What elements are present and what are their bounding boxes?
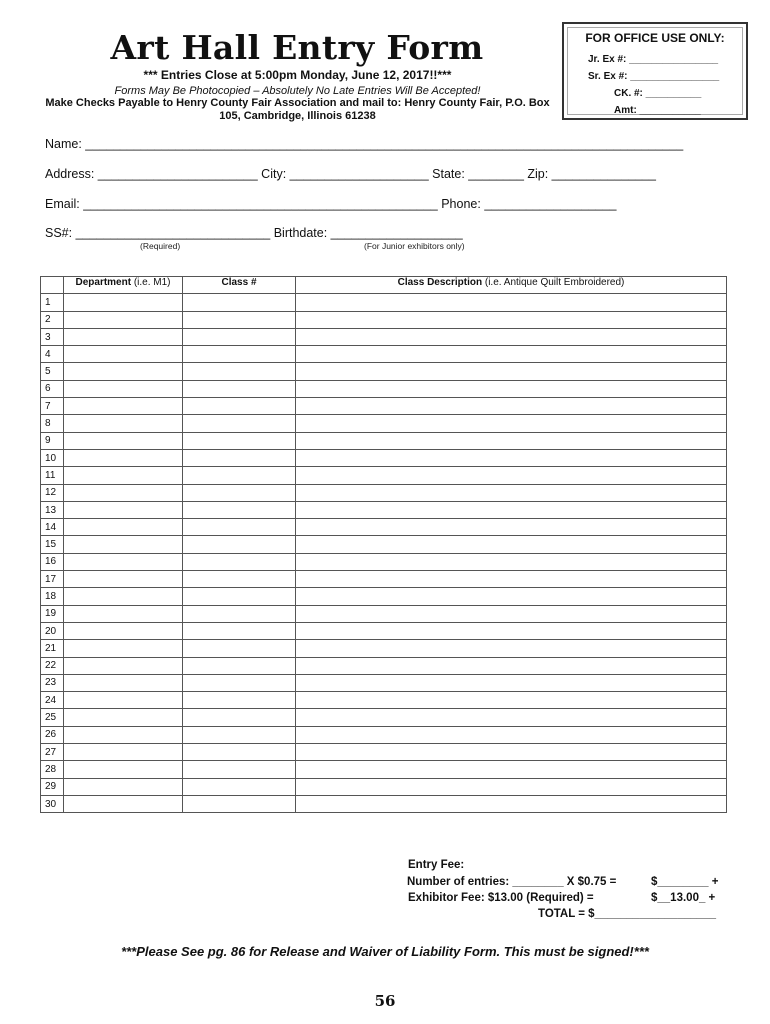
row-number: 27 [41, 744, 64, 761]
class-number-cell[interactable] [183, 588, 296, 605]
class-description-cell[interactable] [296, 674, 727, 691]
email-field[interactable]: Email: ___________________________________________________ Phone: ___________________ [45, 197, 617, 211]
table-row [41, 346, 727, 363]
department-cell[interactable] [64, 778, 183, 795]
department-cell[interactable] [64, 674, 183, 691]
class-number-header: Class # [183, 277, 296, 294]
class-description-cell[interactable] [296, 484, 727, 501]
office-use-title: FOR OFFICE USE ONLY: [585, 31, 725, 45]
table-row [41, 640, 727, 657]
table-row [41, 657, 727, 674]
department-cell[interactable] [64, 553, 183, 570]
row-number: 3 [41, 328, 64, 345]
row-number: 20 [41, 622, 64, 639]
class-description-cell[interactable] [296, 398, 727, 415]
exhibitor-fee-amount: $__13.00_ + [651, 892, 716, 904]
department-cell[interactable] [64, 692, 183, 709]
exhibitor-fee-line: Exhibitor Fee: $13.00 (Required) = [408, 892, 594, 904]
department-cell[interactable] [64, 795, 183, 812]
office-use-box [562, 22, 748, 120]
row-number: 18 [41, 588, 64, 605]
class-number-cell[interactable] [183, 709, 296, 726]
class-number-cell[interactable] [183, 467, 296, 484]
total-line[interactable]: TOTAL = $___________________ [538, 908, 717, 920]
class-description-cell[interactable] [296, 415, 727, 432]
payable-line-1: Make Checks Payable to Henry County Fair Association and mail to: Henry County Fair, P.O. Box [45, 97, 550, 109]
amt-field[interactable]: Amt: ___________ [614, 105, 701, 116]
department-cell[interactable] [64, 467, 183, 484]
address-field[interactable]: Address: _______________________ City: ____________________ State: ________ Zip: _______________ [45, 167, 656, 181]
department-cell[interactable] [64, 415, 183, 432]
sr-ex-field[interactable]: Sr. Ex #: ________________ [588, 71, 720, 82]
row-number: 13 [41, 501, 64, 518]
row-number: 14 [41, 519, 64, 536]
table-row [41, 328, 727, 345]
row-number: 1 [41, 294, 64, 311]
department-cell[interactable] [64, 761, 183, 778]
ck-field[interactable]: CK. #: __________ [614, 88, 702, 99]
department-cell[interactable] [64, 588, 183, 605]
class-description-cell[interactable] [296, 726, 727, 743]
row-number: 7 [41, 398, 64, 415]
class-number-cell[interactable] [183, 536, 296, 553]
table-row [41, 726, 727, 743]
table-row [41, 501, 727, 518]
class-description-cell[interactable] [296, 640, 727, 657]
class-description-cell[interactable] [296, 294, 727, 311]
department-cell[interactable] [64, 726, 183, 743]
ss-hint: (Required) [140, 241, 181, 251]
row-number: 24 [41, 692, 64, 709]
class-description-cell[interactable] [296, 744, 727, 761]
class-number-cell[interactable] [183, 744, 296, 761]
department-cell[interactable] [64, 744, 183, 761]
class-description-cell[interactable] [296, 692, 727, 709]
table-row [41, 449, 727, 466]
row-number: 19 [41, 605, 64, 622]
page-number: 56 [374, 992, 396, 1010]
row-number: 21 [41, 640, 64, 657]
class-number-cell[interactable] [183, 294, 296, 311]
class-description-cell[interactable] [296, 501, 727, 518]
class-number-cell[interactable] [183, 346, 296, 363]
table-row [41, 536, 727, 553]
department-cell[interactable] [64, 328, 183, 345]
class-number-cell[interactable] [183, 380, 296, 397]
class-description-cell[interactable] [296, 467, 727, 484]
class-number-cell[interactable] [183, 415, 296, 432]
row-number: 28 [41, 761, 64, 778]
department-cell[interactable] [64, 519, 183, 536]
table-row [41, 709, 727, 726]
row-number: 12 [41, 484, 64, 501]
class-number-cell[interactable] [183, 449, 296, 466]
department-cell[interactable] [64, 311, 183, 328]
class-description-cell[interactable] [296, 449, 727, 466]
table-row [41, 553, 727, 570]
class-description-cell[interactable] [296, 605, 727, 622]
class-description-cell[interactable] [296, 432, 727, 449]
table-row [41, 363, 727, 380]
name-field[interactable]: Name: ______________________________________________________________________________________ [45, 137, 684, 151]
table-row [41, 795, 727, 812]
birthdate-hint: (For Junior exhibitors only) [364, 241, 465, 251]
table-row [41, 519, 727, 536]
table-row [41, 761, 727, 778]
entries-amount[interactable]: $________ + [651, 876, 719, 888]
row-number: 22 [41, 657, 64, 674]
class-description-cell[interactable] [296, 328, 727, 345]
class-description-cell[interactable] [296, 622, 727, 639]
row-number: 5 [41, 363, 64, 380]
row-number: 29 [41, 778, 64, 795]
payable-line-2: 105, Cambridge, Illinois 61238 [219, 110, 376, 122]
department-cell[interactable] [64, 346, 183, 363]
table-row [41, 622, 727, 639]
row-number: 4 [41, 346, 64, 363]
class-number-cell[interactable] [183, 363, 296, 380]
class-description-cell[interactable] [296, 380, 727, 397]
row-number: 11 [41, 467, 64, 484]
class-description-cell[interactable] [296, 536, 727, 553]
department-cell[interactable] [64, 294, 183, 311]
class-description-cell[interactable] [296, 346, 727, 363]
table-row [41, 605, 727, 622]
table-row [41, 571, 727, 588]
table-row [41, 692, 727, 709]
class-number-cell[interactable] [183, 553, 296, 570]
row-number: 23 [41, 674, 64, 691]
class-number-cell[interactable] [183, 726, 296, 743]
department-cell[interactable] [64, 380, 183, 397]
class-description-cell[interactable] [296, 761, 727, 778]
department-cell[interactable] [64, 501, 183, 518]
class-number-cell[interactable] [183, 622, 296, 639]
row-number-header [41, 277, 64, 294]
table-row [41, 744, 727, 761]
class-number-cell[interactable] [183, 432, 296, 449]
waiver-notice: ***Please See pg. 86 for Release and Waiver of Liability Form. This must be signed!*** [121, 944, 649, 959]
class-number-cell[interactable] [183, 605, 296, 622]
deadline-text: *** Entries Close at 5:00pm Monday, June 12, 2017!!*** [143, 68, 452, 82]
department-cell[interactable] [64, 640, 183, 657]
table-row [41, 674, 727, 691]
class-number-cell[interactable] [183, 484, 296, 501]
class-description-cell[interactable] [296, 571, 727, 588]
row-number: 2 [41, 311, 64, 328]
row-number: 25 [41, 709, 64, 726]
class-description-cell[interactable] [296, 778, 727, 795]
table-row [41, 432, 727, 449]
row-number: 10 [41, 449, 64, 466]
table-row [41, 467, 727, 484]
class-number-cell[interactable] [183, 795, 296, 812]
class-number-cell[interactable] [183, 692, 296, 709]
class-number-cell[interactable] [183, 761, 296, 778]
class-description-cell[interactable] [296, 588, 727, 605]
table-row [41, 484, 727, 501]
number-of-entries-line[interactable]: Number of entries: ________ X $0.75 = [407, 876, 617, 888]
class-description-cell[interactable] [296, 311, 727, 328]
class-description-cell[interactable] [296, 795, 727, 812]
ss-birthdate-field[interactable]: SS#: ____________________________ Birthdate: ___________________ [45, 226, 463, 240]
department-cell[interactable] [64, 398, 183, 415]
row-number: 6 [41, 380, 64, 397]
table-header-row [41, 277, 727, 294]
entry-fee-heading: Entry Fee: [408, 859, 465, 871]
photocopy-note: Forms May Be Photocopied – Absolutely No Late Entries Will Be Accepted! [114, 85, 481, 97]
table-row [41, 380, 727, 397]
row-number: 9 [41, 432, 64, 449]
department-cell[interactable] [64, 571, 183, 588]
row-number: 16 [41, 553, 64, 570]
class-description-cell[interactable] [296, 519, 727, 536]
class-number-cell[interactable] [183, 519, 296, 536]
department-cell[interactable] [64, 363, 183, 380]
department-cell[interactable] [64, 432, 183, 449]
class-description-header: Class Description (i.e. Antique Quilt Embroidered) [296, 277, 727, 294]
class-description-cell[interactable] [296, 709, 727, 726]
table-row [41, 311, 727, 328]
row-number: 15 [41, 536, 64, 553]
class-number-cell[interactable] [183, 501, 296, 518]
department-cell[interactable] [64, 622, 183, 639]
class-number-cell[interactable] [183, 674, 296, 691]
department-cell[interactable] [64, 605, 183, 622]
department-cell[interactable] [64, 536, 183, 553]
table-row [41, 778, 727, 795]
row-number: 26 [41, 726, 64, 743]
class-description-cell[interactable] [296, 363, 727, 380]
department-cell[interactable] [64, 709, 183, 726]
table-row [41, 588, 727, 605]
row-number: 30 [41, 795, 64, 812]
class-number-cell[interactable] [183, 778, 296, 795]
department-header: Department (i.e. M1) [64, 277, 183, 294]
row-number: 17 [41, 571, 64, 588]
class-number-cell[interactable] [183, 657, 296, 674]
class-number-cell[interactable] [183, 328, 296, 345]
class-number-cell[interactable] [183, 398, 296, 415]
class-number-cell[interactable] [183, 311, 296, 328]
class-description-cell[interactable] [296, 657, 727, 674]
table-row [41, 294, 727, 311]
class-number-cell[interactable] [183, 640, 296, 657]
department-cell[interactable] [64, 449, 183, 466]
page-title: Art Hall Entry Form [110, 28, 484, 67]
class-number-cell[interactable] [183, 571, 296, 588]
department-cell[interactable] [64, 484, 183, 501]
class-description-cell[interactable] [296, 553, 727, 570]
table-row [41, 398, 727, 415]
jr-ex-field[interactable]: Jr. Ex #: ________________ [588, 54, 719, 65]
row-number: 8 [41, 415, 64, 432]
table-row [41, 415, 727, 432]
entries-table [40, 276, 727, 813]
department-cell[interactable] [64, 657, 183, 674]
